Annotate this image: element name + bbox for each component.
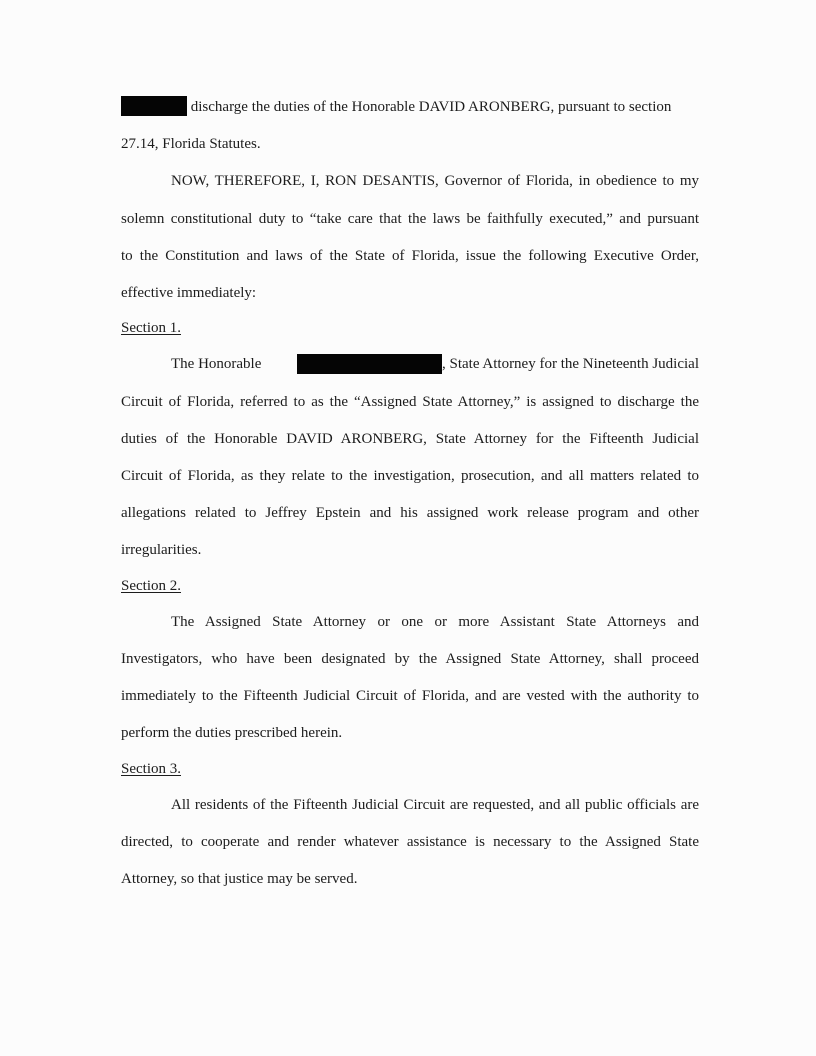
redaction-bar — [121, 96, 187, 116]
intro-line-2: 27.14, Florida Statutes. — [121, 136, 261, 152]
section-3-line-3: Attorney, so that justice may be served. — [121, 871, 358, 887]
now-therefore-line-3: to the Constitution and laws of the State of Florida, issue the following Executive Order, — [121, 248, 699, 264]
section-1-line-5: allegations related to Jeffrey Epstein and his assigned work release program and other — [121, 505, 699, 521]
section-1-line-1-prefix: The Honorable — [171, 356, 262, 372]
redaction-bar-name — [297, 354, 442, 374]
section-3-line-2: directed, to cooperate and render whatever assistance is necessary to the Assigned State — [121, 834, 699, 850]
section-2-line-3: immediately to the Fifteenth Judicial Circuit of Florida, and are vested with the authority to — [121, 688, 699, 704]
section-2-line-4: perform the duties prescribed herein. — [121, 725, 343, 741]
now-therefore-line-1: NOW, THEREFORE, I, RON DESANTIS, Governor of Florida, in obedience to my — [171, 173, 699, 189]
section-1-heading: Section 1. — [121, 320, 181, 336]
section-1-line-2: Circuit of Florida, referred to as the “Assigned State Attorney,” is assigned to discharge the — [121, 394, 699, 410]
section-1-line-1 — [171, 354, 699, 374]
section-1-line-4: Circuit of Florida, as they relate to the investigation, prosecution, and all matters related to — [121, 468, 699, 484]
section-2-line-2: Investigators, who have been designated by the Assigned State Attorney, shall proceed — [121, 651, 699, 667]
section-3-heading: Section 3. — [121, 761, 181, 777]
section-2-line-1: The Assigned State Attorney or one or more Assistant State Attorneys and — [171, 614, 699, 630]
now-therefore-line-2: solemn constitutional duty to “take care that the laws be faithfully executed,” and pursuant — [121, 211, 699, 227]
section-2-heading: Section 2. — [121, 578, 181, 594]
now-therefore-line-4: effective immediately: — [121, 285, 257, 301]
section-3-line-1: All residents of the Fifteenth Judicial Circuit are requested, and all public officials are — [171, 797, 699, 813]
section-1-line-6: irregularities. — [121, 542, 202, 558]
intro-line-1 — [121, 96, 699, 117]
section-1-line-1-suffix: , State Attorney for the Nineteenth Judicial — [441, 356, 699, 372]
intro-line-1-text: discharge the duties of the Honorable DAVID ARONBERG, pursuant to section — [190, 99, 672, 115]
section-1-line-3: duties of the Honorable DAVID ARONBERG, State Attorney for the Fifteenth Judicial — [121, 431, 699, 447]
